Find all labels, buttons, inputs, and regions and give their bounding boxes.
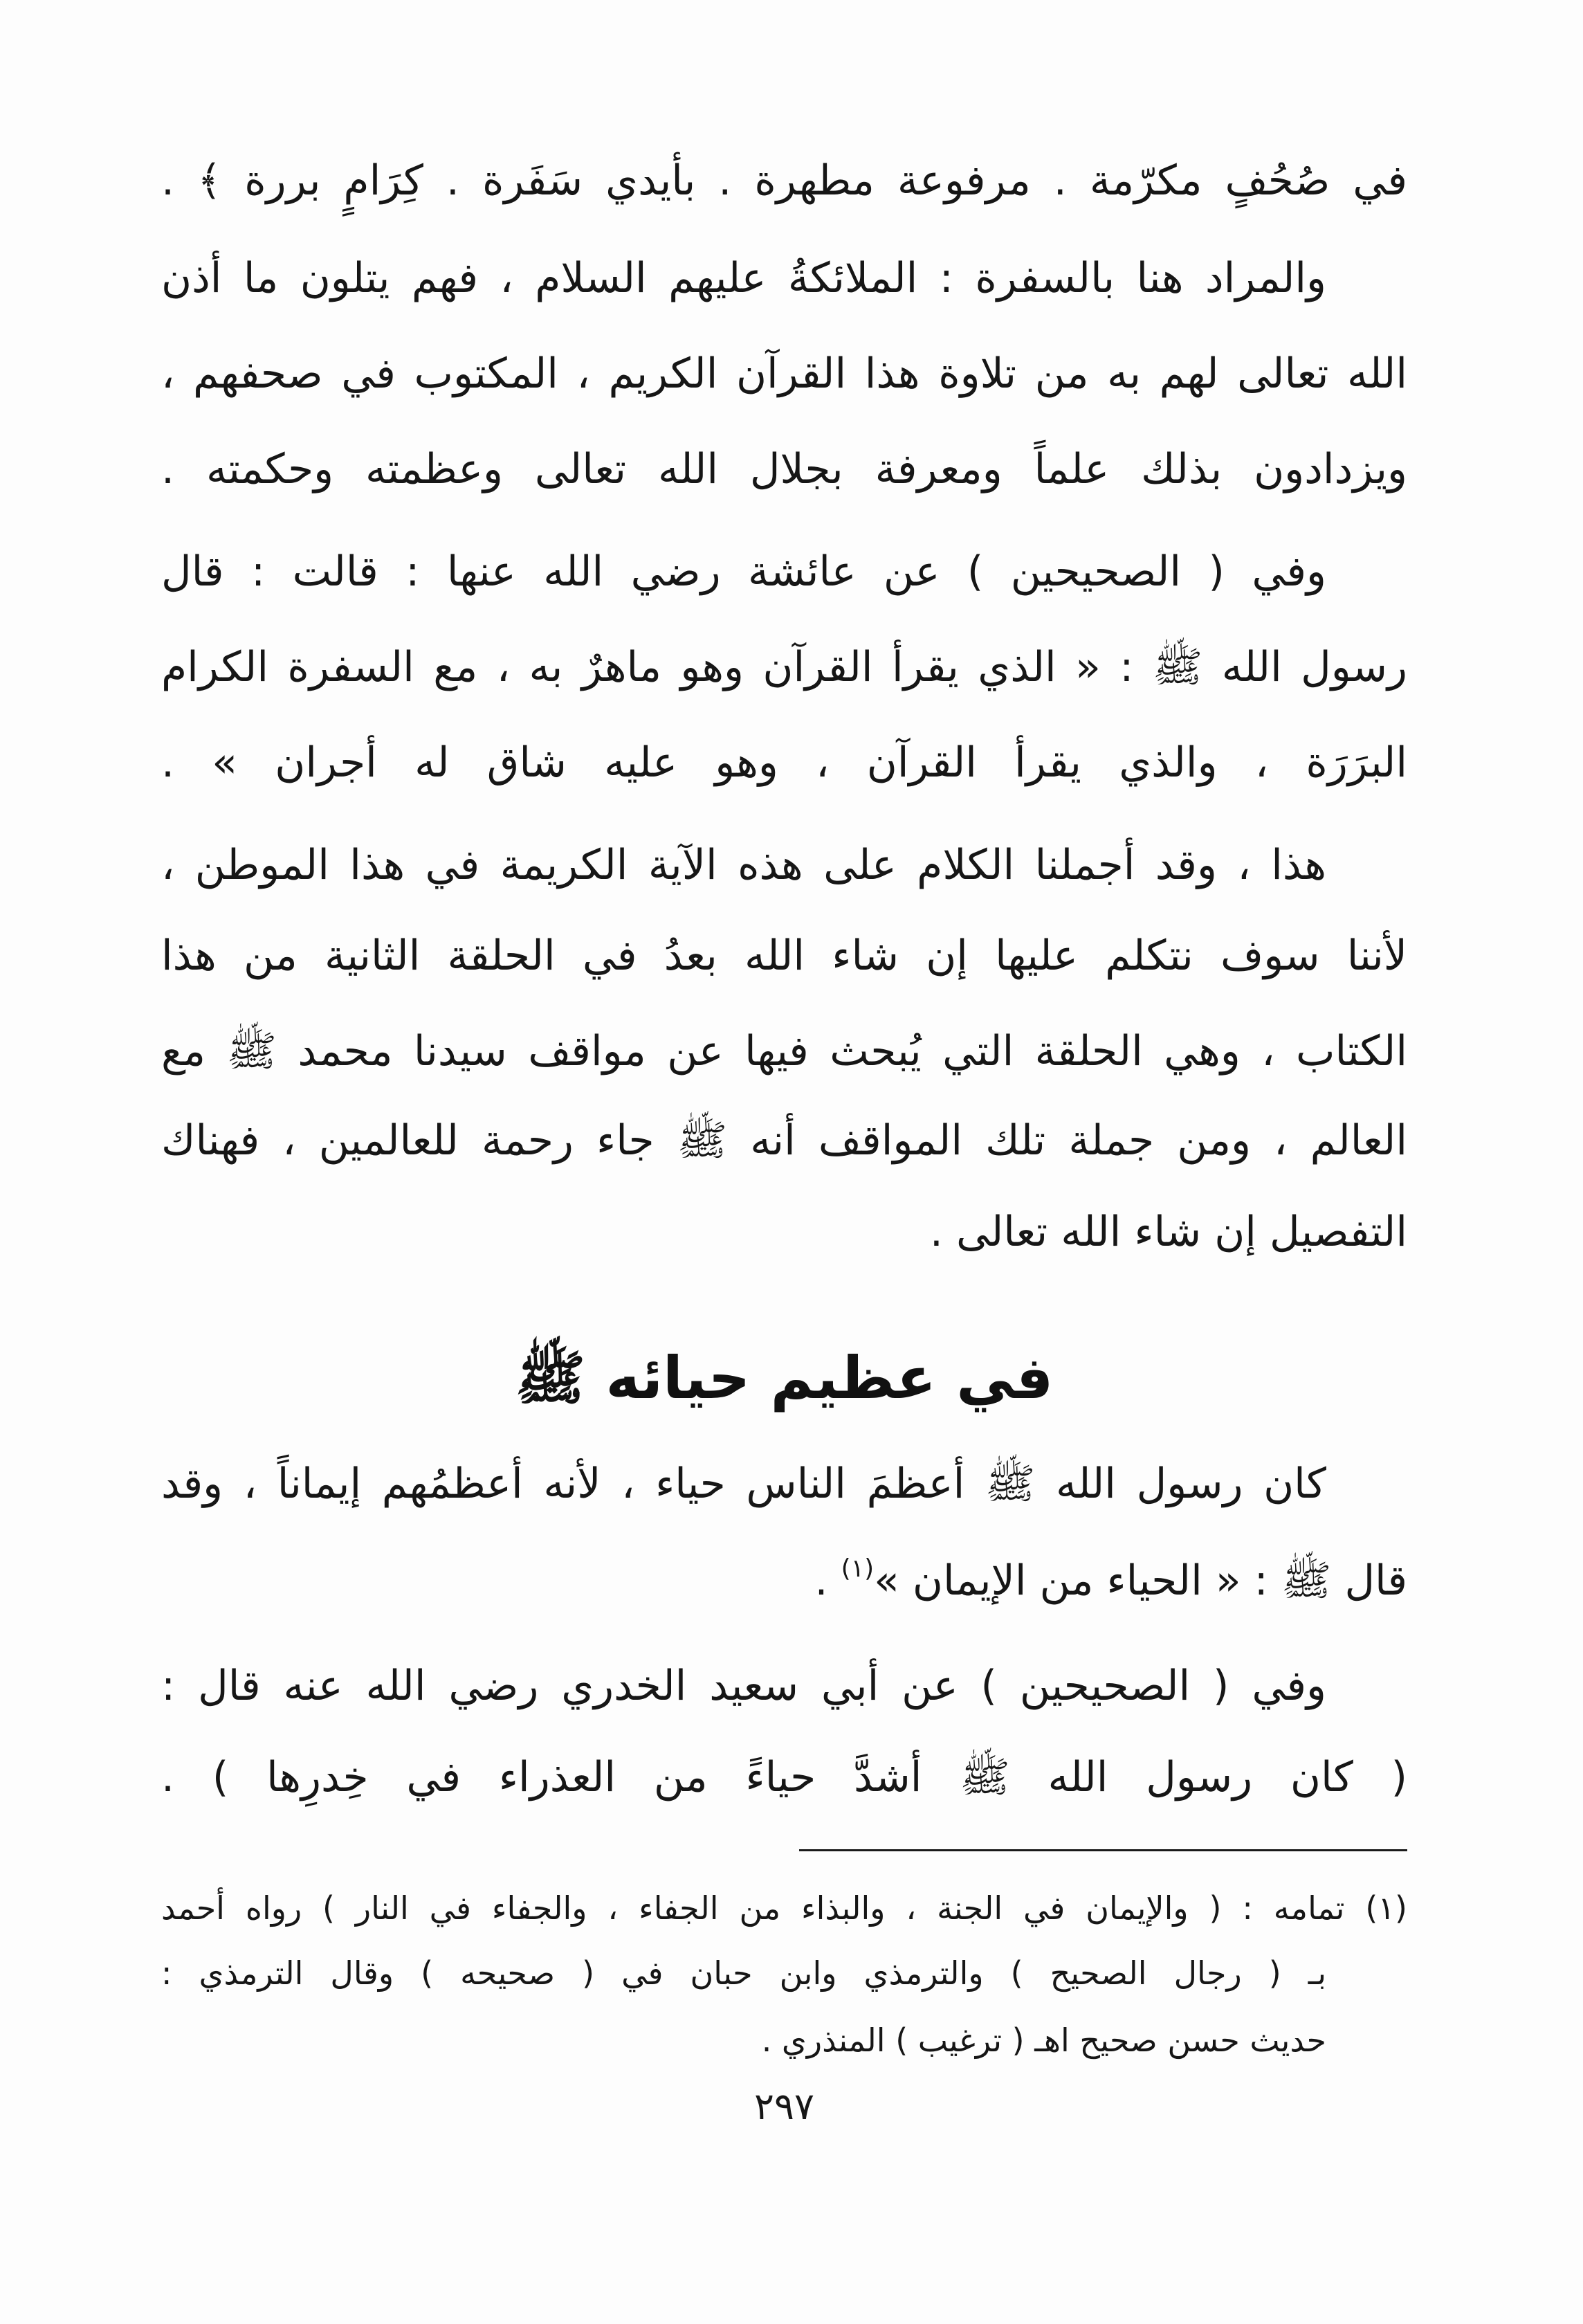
section-heading: في عظيم حيائه ﷺ bbox=[515, 1344, 1054, 1412]
body-line: رسول الله ﷺ : « الذي يقرأ القرآن وهو ماهرٌ به ، مع السفرة الكرام bbox=[161, 643, 1407, 691]
body-line: ( كان رسول الله ﷺ أشدَّ حياءً من العذراء في خِدرِها ) . bbox=[161, 1753, 1407, 1801]
body-line: وفي ( الصحيحين ) عن عائشة رضي الله عنها : قالت : قال bbox=[161, 547, 1326, 596]
body-line: البرَرَة ، والذي يقرأ القرآن ، وهو عليه شاق له أجران » . bbox=[161, 738, 1407, 787]
body-line: العالم ، ومن جملة تلك المواقف أنه ﷺ جاء رحمة للعالمين ، فهناك bbox=[161, 1116, 1407, 1165]
body-line: في صُحُفٍ مكرّمة . مرفوعة مطهرة . بأيدي سَفَرة . كِرَامٍ بررة ﴾ . bbox=[161, 156, 1407, 205]
body-line: الكتاب ، وهي الحلقة التي يُبحث فيها عن مواقف سيدنا محمد ﷺ مع bbox=[161, 1027, 1407, 1075]
body-line: هذا ، وقد أجملنا الكلام على هذه الآية الكريمة في هذا الموطن ، bbox=[161, 841, 1326, 889]
body-line: التفصيل إن شاء الله تعالى . bbox=[929, 1208, 1407, 1256]
footnote-separator bbox=[799, 1849, 1407, 1851]
body-line: والمراد هنا بالسفرة : الملائكةُ عليهم السلام ، فهم يتلون ما أذن bbox=[161, 254, 1326, 302]
body-line: وفي ( الصحيحين ) عن أبي سعيد الخدري رضي الله عنه قال : bbox=[161, 1662, 1326, 1710]
body-line bbox=[161, 1534, 1407, 1628]
footnote-reference: (١) bbox=[841, 1554, 875, 1583]
line-tail: . bbox=[814, 1556, 841, 1605]
body-line: لأننا سوف نتكلم عليها إن شاء الله بعدُ في الحلقة الثانية من هذا bbox=[161, 932, 1407, 980]
body-line: كان رسول الله ﷺ أعظمَ الناس حياء ، لأنه أعظمُهم إيماناً ، وقد bbox=[161, 1460, 1326, 1508]
page-number: ٢٩٧ bbox=[753, 2085, 814, 2128]
footnote-line: حديث حسن صحيح اهـ ( ترغيب ) المنذري . bbox=[761, 2022, 1326, 2059]
quote-text: قال ﷺ : « الحياء من الإيمان » bbox=[874, 1556, 1407, 1605]
body-line: ويزدادون بذلك علماً ومعرفة بجلال الله تعالى وعظمته وحكمته . bbox=[161, 445, 1407, 493]
body-line: الله تعالى لهم به من تلاوة هذا القرآن الكريم ، المكتوب في صحفهم ، bbox=[161, 349, 1407, 398]
footnote-line: (١) تمامه : ( والإيمان في الجنة ، والبذاء من الجفاء ، والجفاء في النار ) رواه أحمد bbox=[161, 1889, 1407, 1927]
footnote-line: بـ ( رجال الصحيح ) والترمذي وابن حبان في ( صحيحه ) وقال الترمذي : bbox=[161, 1954, 1326, 1992]
